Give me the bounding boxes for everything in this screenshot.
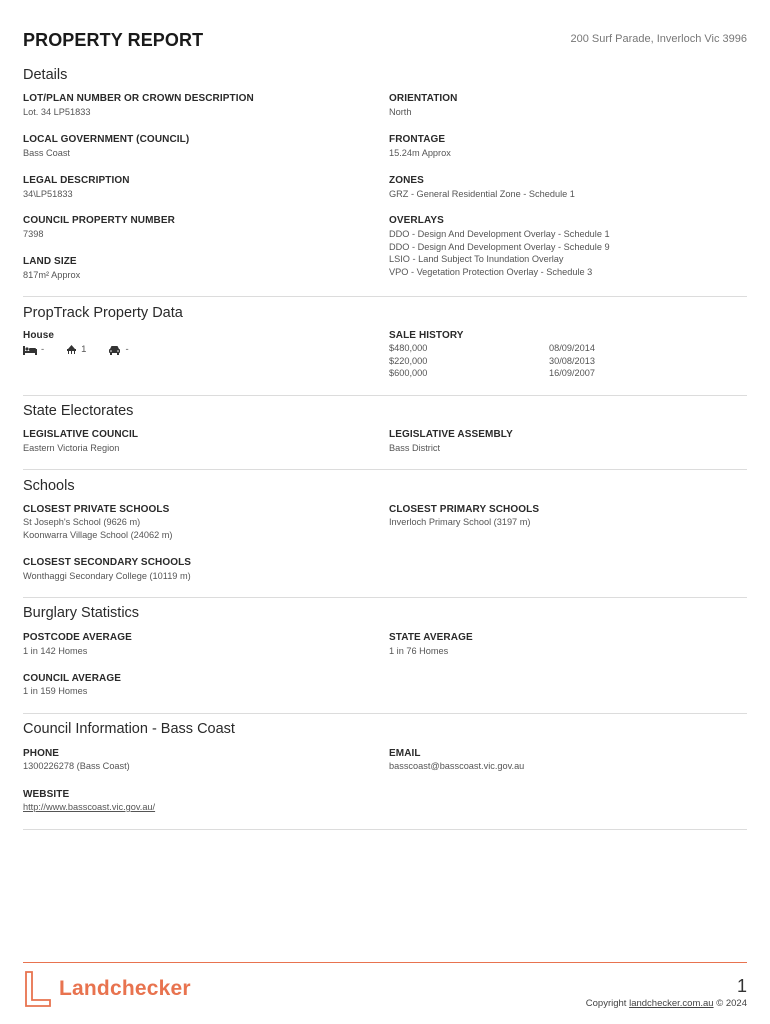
property-features <box>23 344 129 355</box>
email-value[interactable]: basscoast@basscoast.vic.gov.au <box>389 761 525 771</box>
private-schools-label: CLOSEST PRIVATE SCHOOLS <box>23 504 170 515</box>
primary-schools-list <box>389 516 530 529</box>
school-item: Koonwarra Village School (24062 m) <box>23 529 173 540</box>
overlay-item: DDO - Design And Development Overlay - Schedule 1 <box>389 229 610 239</box>
sale-history-label: SALE HISTORY <box>389 330 464 341</box>
car-icon <box>108 345 121 355</box>
footer-divider <box>23 962 747 963</box>
sale-date: 30/08/2013 <box>549 355 595 366</box>
school-item: St Joseph's School (9626 m) <box>23 517 141 527</box>
bed-icon <box>23 345 37 355</box>
legislative-assembly-value: Bass District <box>389 443 441 453</box>
property-number-value: 7398 <box>23 229 44 239</box>
divider <box>23 597 747 598</box>
lot-value: Lot. 34 LP51833 <box>23 107 91 117</box>
property-number-label: COUNCIL PROPERTY NUMBER <box>23 215 175 226</box>
sale-price: $480,000 <box>389 343 428 353</box>
primary-schools-label: CLOSEST PRIMARY SCHOOLS <box>389 504 540 515</box>
orientation-value: North <box>389 107 412 117</box>
council-average-label: COUNCIL AVERAGE <box>23 673 121 684</box>
sale-date: 16/09/2007 <box>549 368 595 378</box>
frontage-value: 15.24m Approx <box>389 148 451 158</box>
school-item: Inverloch Primary School (3197 m) <box>389 517 531 527</box>
proptrack-heading: PropTrack Property Data <box>23 305 183 321</box>
frontage-label: FRONTAGE <box>389 134 446 145</box>
private-schools-list <box>23 516 172 541</box>
legislative-council-label: LEGISLATIVE COUNCIL <box>23 429 139 440</box>
landchecker-logo-icon <box>23 970 53 1008</box>
state-average-label: STATE AVERAGE <box>389 632 473 643</box>
schools-heading: Schools <box>23 478 75 494</box>
divider <box>23 713 747 714</box>
orientation-label: ORIENTATION <box>389 93 458 104</box>
property-address: 200 Surf Parade, Inverloch Vic 3996 <box>570 33 747 45</box>
email-label: EMAIL <box>389 748 421 759</box>
divider <box>23 296 747 297</box>
brand-name: Landchecker <box>59 977 191 1000</box>
property-type-label: House <box>23 330 55 341</box>
council-label: LOCAL GOVERNMENT (COUNCIL) <box>23 134 190 145</box>
council-value: Bass Coast <box>23 148 70 158</box>
divider <box>23 829 747 830</box>
zones-label: ZONES <box>389 175 424 186</box>
divider <box>23 395 747 396</box>
overlay-item: VPO - Vegetation Protection Overlay - Schedule 3 <box>389 266 593 277</box>
brand-logo <box>23 970 191 1008</box>
council-average-value: 1 in 159 Homes <box>23 686 88 696</box>
sale-price: $220,000 <box>389 355 428 366</box>
details-heading: Details <box>23 67 68 83</box>
council-info-heading: Council Information - Bass Coast <box>23 721 235 737</box>
legal-description-value: 34\LP51833 <box>23 189 73 199</box>
postcode-average-label: POSTCODE AVERAGE <box>23 632 132 643</box>
divider <box>23 469 747 470</box>
secondary-schools-list <box>23 570 191 583</box>
copyright <box>586 998 747 1009</box>
bath-icon <box>66 344 77 355</box>
sale-price: $600,000 <box>389 368 428 378</box>
overlay-item: DDO - Design And Development Overlay - Schedule 9 <box>389 241 610 252</box>
website-label: WEBSITE <box>23 789 70 800</box>
page-title: PROPERTY REPORT <box>23 30 204 50</box>
bedrooms-count: - <box>41 344 45 355</box>
sale-date: 08/09/2014 <box>549 343 595 353</box>
land-size-label: LAND SIZE <box>23 256 77 267</box>
legislative-council-value: Eastern Victoria Region <box>23 443 120 453</box>
state-average-value: 1 in 76 Homes <box>389 646 449 656</box>
overlays-list <box>389 228 610 278</box>
website-link[interactable]: http://www.basscoast.vic.gov.au/ <box>23 802 156 812</box>
lot-label: LOT/PLAN NUMBER OR CROWN DESCRIPTION <box>23 93 254 104</box>
electorates-heading: State Electorates <box>23 403 134 419</box>
school-item: Wonthaggi Secondary College (10119 m) <box>23 571 191 581</box>
legal-description-label: LEGAL DESCRIPTION <box>23 175 130 186</box>
cars-count: - <box>125 344 129 355</box>
overlay-item: LSIO - Land Subject To Inundation Overlay <box>389 254 564 264</box>
burglary-heading: Burglary Statistics <box>23 605 140 621</box>
phone-value: 1300226278 (Bass Coast) <box>23 761 130 771</box>
bathrooms-count: 1 <box>81 344 87 355</box>
page-number: 1 <box>736 976 747 996</box>
legislative-assembly-label: LEGISLATIVE ASSEMBLY <box>389 429 513 440</box>
sale-history-table <box>389 342 629 380</box>
copyright-suffix: © 2024 <box>716 998 747 1009</box>
copyright-prefix: Copyright <box>585 998 627 1009</box>
postcode-average-value: 1 in 142 Homes <box>23 646 88 656</box>
zones-value: GRZ - General Residential Zone - Schedule 1 <box>389 189 575 199</box>
phone-label: PHONE <box>23 748 60 759</box>
overlays-label: OVERLAYS <box>389 215 444 226</box>
land-size-value: 817m² Approx <box>23 270 81 280</box>
copyright-link[interactable]: landchecker.com.au <box>629 998 714 1009</box>
secondary-schools-label: CLOSEST SECONDARY SCHOOLS <box>23 557 192 568</box>
